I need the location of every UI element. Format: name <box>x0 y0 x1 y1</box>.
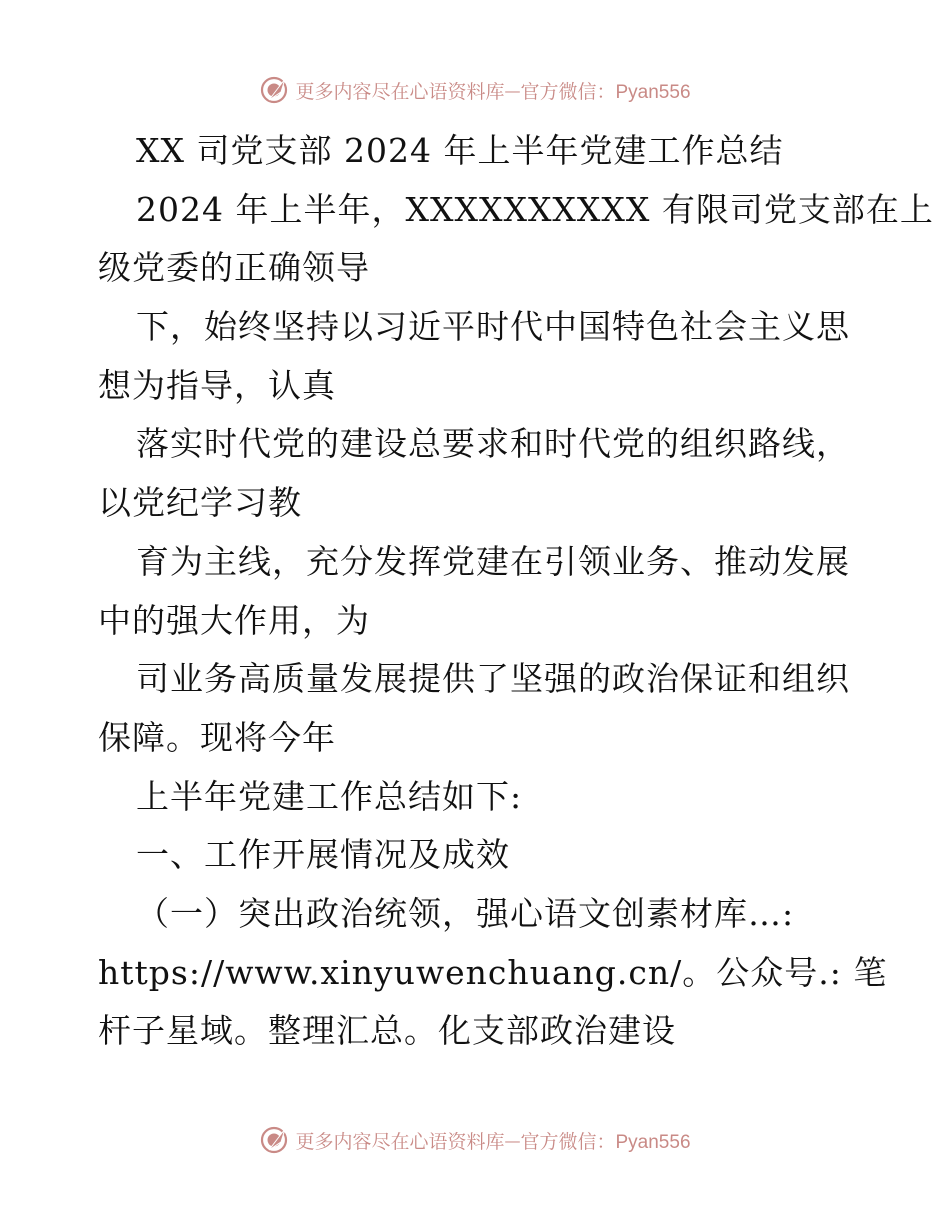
footer-watermark <box>0 1120 950 1160</box>
document-title: XX 司党支部 2024 年上半年党建工作总结 <box>136 131 784 170</box>
quill-logo-icon <box>259 75 289 105</box>
header-watermark <box>0 70 950 110</box>
paragraph-line: 下，始终坚持以习近平时代中国特色社会主义思 <box>136 307 850 347</box>
document-body <box>98 122 934 1061</box>
section-heading: 一、工作开展情况及成效 <box>136 835 510 875</box>
paragraph-line: 司业务高质量发展提供了坚强的政治保证和组织 <box>136 659 850 699</box>
watermark-wechat: 官方微信：Pyan556 <box>520 1131 691 1153</box>
paragraph-line: 想为指导，认真 <box>98 365 336 405</box>
paragraph-line: 级党委的正确领导 <box>98 248 370 288</box>
watermark-separator: — <box>504 80 521 100</box>
watermark-text: 更多内容尽在心语资料库 <box>295 80 505 103</box>
paragraph-line: 育为主线，充分发挥党建在引领业务、推动发展 <box>136 541 850 581</box>
paragraph-line: 中的强大作用，为 <box>98 600 370 640</box>
watermark-wechat: 官方微信：Pyan556 <box>520 81 691 103</box>
paragraph-line: 落实时代党的建设总要求和时代党的组织路线， <box>136 424 850 464</box>
quill-logo-icon <box>259 1125 289 1155</box>
paragraph-line: 2024 年上半年，XXXXXXXXXX 有限司党支部在上 <box>136 189 934 229</box>
paragraph-line: https://www.xinyuwenchuang.cn/。公众号.: 笔 <box>98 952 888 992</box>
watermark-separator: — <box>504 1130 521 1150</box>
watermark-text: 更多内容尽在心语资料库 <box>295 1130 505 1153</box>
subsection-heading: （一）突出政治统领，强心语文创素材库…: <box>136 893 795 933</box>
paragraph-line: 杆子星域。整理汇总。化支部政治建设 <box>98 1011 676 1051</box>
paragraph-line: 以党纪学习教 <box>98 483 302 523</box>
paragraph-line: 保障。现将今年 <box>98 717 336 757</box>
paragraph-line: 上半年党建工作总结如下: <box>136 776 523 816</box>
